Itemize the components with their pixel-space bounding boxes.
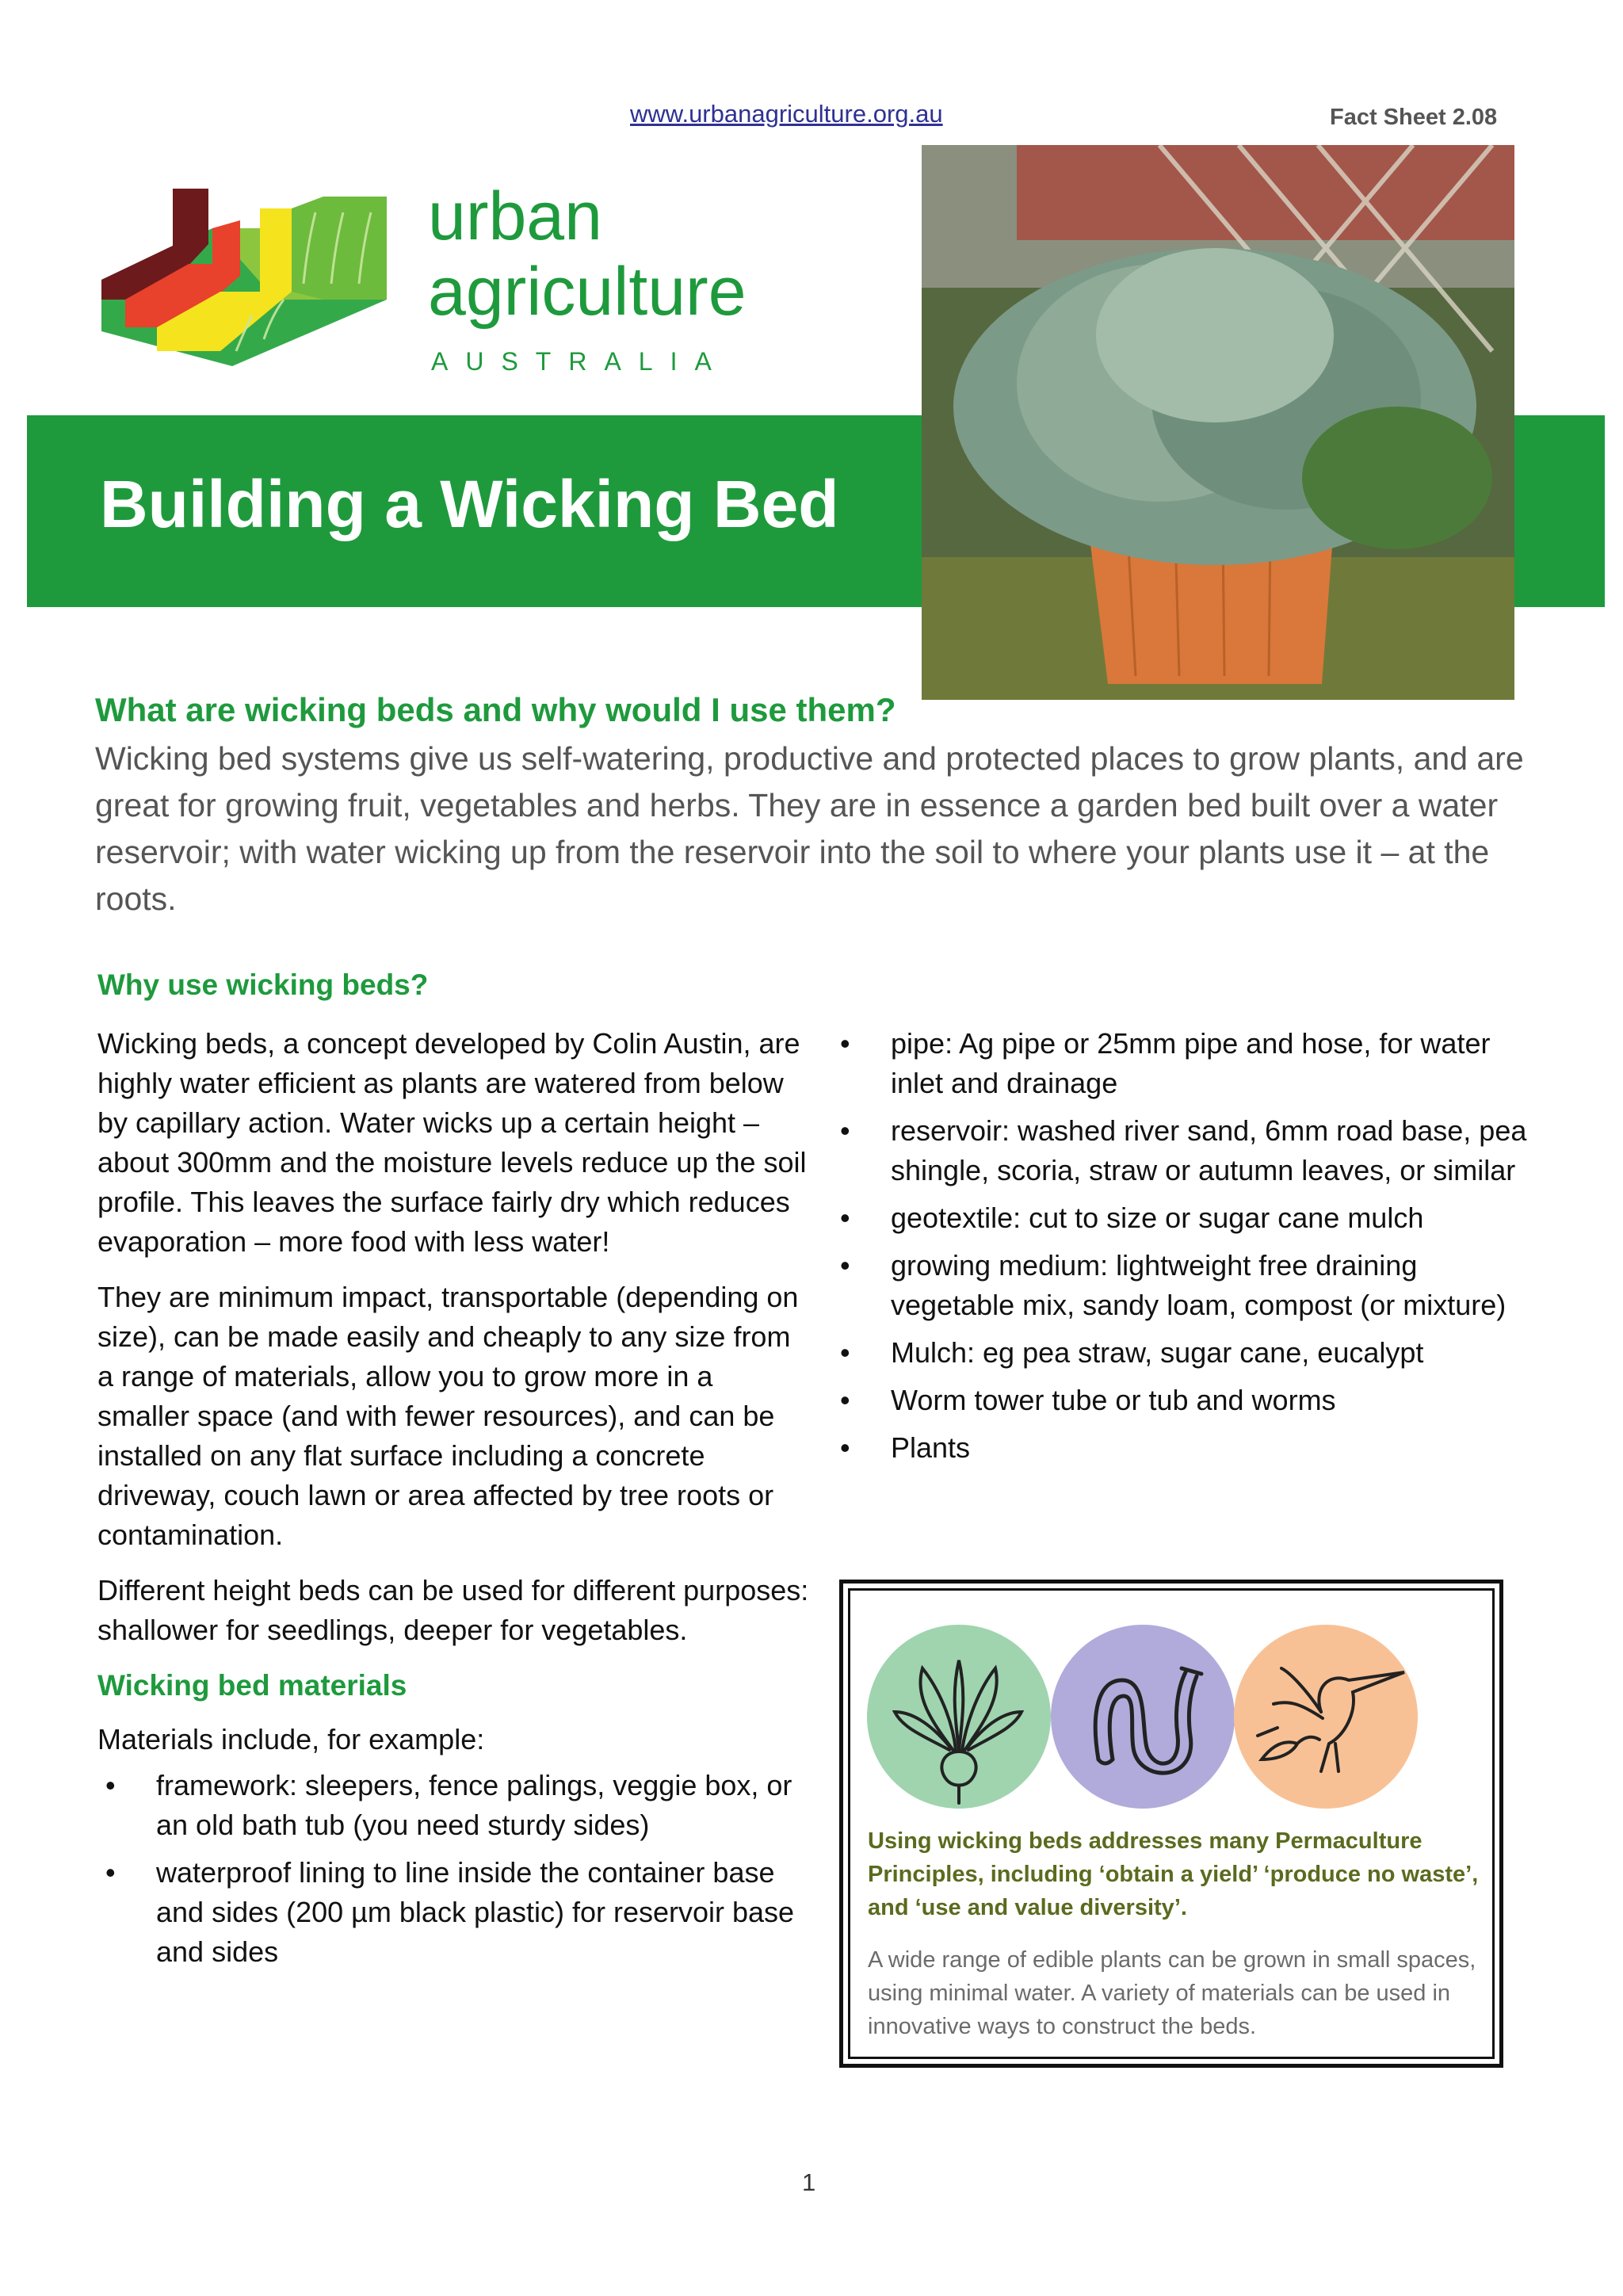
materials-list-right	[832, 1024, 1545, 1468]
beetroot-icon	[867, 1625, 1051, 1809]
list-item	[832, 1381, 1545, 1420]
list-item	[832, 1246, 1545, 1325]
bullet: •	[840, 1027, 850, 1060]
list-item-text: growing medium: lightweight free draining vegetable mix, sandy loam, compost (or mixture)	[891, 1249, 1507, 1321]
list-item-text: framework: sleepers, fence palings, veggie box, or an old bath tub (you need sturdy sides)	[156, 1769, 792, 1841]
list-item-text: reservoir: washed river sand, 6mm road base, pea shingle, scoria, straw or autumn leaves, or similar	[891, 1114, 1527, 1186]
list-item-text: geotextile: cut to size or sugar cane mulch	[891, 1201, 1424, 1234]
left-column	[97, 1024, 811, 1980]
list-item	[97, 1766, 811, 1845]
why-heading: Why use wicking beds?	[97, 968, 429, 1001]
list-item	[97, 1853, 811, 1972]
urban-agriculture-logo-icon	[94, 181, 393, 366]
bullet: •	[105, 1769, 116, 1801]
permaculture-principles-text: Using wicking beds addresses many Permaculture Principles, including ‘obtain a yield’ ‘produce no waste’, and ‘use and value diversity’.	[868, 1828, 1479, 1920]
list-item-text: Worm tower tube or tub and worms	[891, 1384, 1336, 1416]
materials-list-left	[97, 1766, 811, 1972]
materials-intro: Materials include, for example:	[97, 1723, 485, 1755]
page-number: 1	[802, 2168, 816, 2196]
why-paragraph-1: Wicking beds, a concept developed by Colin Austin, are highly water efficient as plants are watered from below by capillary action. Water wicks up a certain height – about 300mm and the moisture levels reduce up the soil profile. This leaves the surface fairly dry which reduces evaporation – more food with less water!	[97, 1027, 807, 1258]
logo-wordmark-urban: urban	[428, 178, 602, 254]
list-item	[832, 1428, 1545, 1468]
wicking-bed-photo	[922, 145, 1514, 700]
logo-wordmark-agriculture: agriculture	[428, 254, 747, 330]
bullet: •	[840, 1431, 850, 1464]
bullet: •	[840, 1384, 850, 1416]
page-title: Building a Wicking Bed	[100, 467, 839, 541]
list-item	[832, 1111, 1545, 1190]
bullet: •	[840, 1249, 850, 1282]
worm-circle	[1051, 1625, 1235, 1809]
website-link[interactable]: www.urbanagriculture.org.au	[630, 100, 943, 128]
list-item	[832, 1333, 1545, 1373]
right-column	[832, 1024, 1545, 1476]
list-item-text: Mulch: eg pea straw, sugar cane, eucalypt	[891, 1336, 1424, 1369]
worm-icon	[1051, 1625, 1235, 1809]
bullet: •	[840, 1201, 850, 1234]
list-item-text: pipe: Ag pipe or 25mm pipe and hose, for water inlet and drainage	[891, 1027, 1491, 1099]
beetroot-circle	[867, 1625, 1051, 1809]
permaculture-description: A wide range of edible plants can be grown in small spaces, using minimal water. A variety of materials can be used in innovative ways to construct the beds.	[868, 1947, 1476, 2039]
list-item-text: waterproof lining to line inside the container base and sides (200 µm black plastic) for reservoir base and sides	[156, 1856, 795, 1968]
list-item-text: Plants	[891, 1431, 971, 1464]
bullet: •	[840, 1336, 850, 1369]
intro-heading: What are wicking beds and why would I use them?	[95, 691, 896, 728]
intro-paragraph: Wicking bed systems give us self-watering, productive and protected places to grow plants, and are great for growing fruit, vegetables and herbs. They are in essence a garden bed built over a water reservoir; with water wicking up from the reservoir into the soil to where your plants use it – at the roots.	[95, 740, 1524, 917]
logo-wordmark-australia: AUSTRALIA	[431, 347, 729, 376]
bullet: •	[840, 1114, 850, 1147]
bullet: •	[105, 1856, 116, 1889]
hummingbird-icon	[1234, 1625, 1418, 1809]
materials-heading: Wicking bed materials	[97, 1669, 407, 1702]
list-item	[832, 1024, 1545, 1103]
why-paragraph-2: They are minimum impact, transportable (depending on size), can be made easily and cheaply to any size from a range of materials, allow you to grow more in a smaller space (and with fewer resources), and can be installed on any flat surface including a concrete driveway, couch lawn or area affected by tree roots or contamination.	[97, 1281, 799, 1551]
hummingbird-circle	[1234, 1625, 1418, 1809]
list-item	[832, 1198, 1545, 1238]
fact-sheet-number: Fact Sheet 2.08	[1330, 105, 1498, 130]
why-paragraph-3: Different height beds can be used for different purposes: shallower for seedlings, deeper for vegetables.	[97, 1574, 809, 1646]
